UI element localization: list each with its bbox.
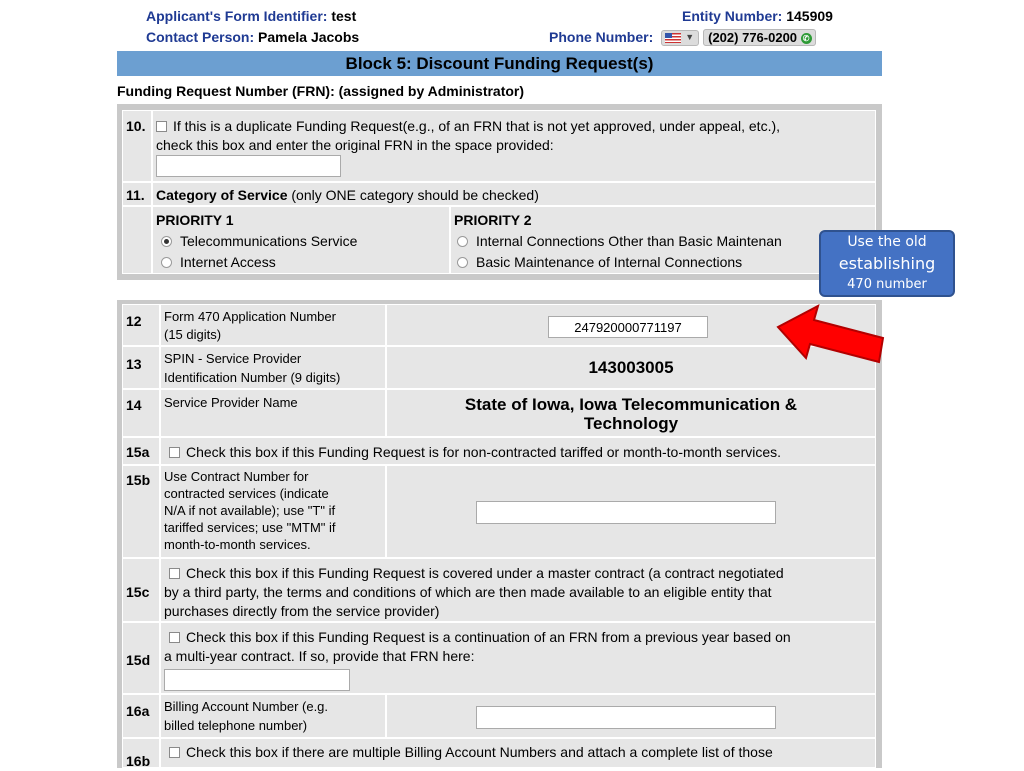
item10-num-cell xyxy=(122,110,152,182)
row15d-content xyxy=(160,622,876,694)
row12-num-cell xyxy=(122,304,160,346)
row12-num: 12 xyxy=(126,313,142,329)
country-flag-dropdown[interactable] xyxy=(661,30,699,46)
row13-num: 13 xyxy=(126,356,142,372)
basic-label: Basic Maintenance of Internal Connections xyxy=(476,254,743,270)
item11-header xyxy=(152,182,876,206)
item11-num-cell xyxy=(122,182,152,206)
red-arrow-shape xyxy=(778,306,883,362)
row15b-label2: contracted services (indicate xyxy=(164,486,329,501)
category-subtitle: (only ONE category should be checked) xyxy=(287,187,539,203)
row15a-line xyxy=(169,443,781,462)
multi-year-checkbox[interactable] xyxy=(169,632,180,643)
row15d-line1 xyxy=(169,628,791,647)
row15c-num-cell xyxy=(122,558,160,622)
tariffed-checkbox[interactable] xyxy=(169,447,180,458)
row15d-num-cell xyxy=(122,622,160,694)
item10-number: 10. xyxy=(126,118,146,134)
previous-frn-input[interactable] xyxy=(164,669,350,691)
category-title: Category of Service xyxy=(156,187,288,203)
original-frn-input[interactable] xyxy=(156,155,341,177)
internal-radio[interactable] xyxy=(457,236,468,247)
internet-option[interactable] xyxy=(161,253,276,272)
row16b-text: Check this box if there are multiple Billing Account Numbers and attach a complete list of those xyxy=(186,744,773,760)
row12-label-cell xyxy=(160,304,386,346)
row14-label: Service Provider Name xyxy=(164,395,298,410)
row16b-content xyxy=(160,738,876,768)
row16a-num-cell xyxy=(122,694,160,738)
spin-value: 143003005 xyxy=(588,358,674,377)
entity-number-value: 145909 xyxy=(786,8,833,24)
billing-account-input[interactable] xyxy=(476,706,776,729)
row13-label-cell xyxy=(160,346,386,389)
row15d-num: 15d xyxy=(126,652,151,668)
priority1-cell xyxy=(152,206,450,274)
row16a-label-cell xyxy=(160,694,386,738)
item10-text2: check this box and enter the original FRN in the space provided: xyxy=(156,137,554,153)
row16b-line xyxy=(169,743,773,762)
row14-value-cell xyxy=(386,389,876,437)
row15b-num: 15b xyxy=(126,472,151,488)
duplicate-checkbox[interactable] xyxy=(156,121,167,132)
phone-value-box[interactable] xyxy=(703,29,816,46)
row15b-value-cell xyxy=(386,465,876,558)
block-title: Block 5: Discount Funding Request(s) xyxy=(117,51,882,76)
row15b-label-cell xyxy=(160,465,386,558)
row16b-num-cell xyxy=(122,738,160,768)
phone-value: (202) 776-0200 xyxy=(708,30,798,45)
phone-call-icon[interactable]: ✆ xyxy=(801,33,812,44)
provider-name-line2: Technology xyxy=(583,414,679,433)
item11-number: 11. xyxy=(126,187,145,203)
internet-radio[interactable] xyxy=(161,257,172,268)
row15d-text2: a multi-year contract. If so, provide that FRN here: xyxy=(164,648,475,664)
row13-num-cell xyxy=(122,346,160,389)
row15c-text3: purchases directly from the service provider) xyxy=(164,603,440,619)
row12-label1: Form 470 Application Number xyxy=(164,309,336,324)
row15a-content xyxy=(160,437,876,465)
us-flag-icon xyxy=(665,33,681,43)
row15c-content xyxy=(160,558,876,622)
priority1-label: PRIORITY 1 xyxy=(156,212,234,228)
row15b-label5: month-to-month services. xyxy=(164,537,311,552)
internal-label: Internal Connections Other than Basic Maintenan xyxy=(476,233,782,249)
callout-line2: establishing xyxy=(838,254,936,273)
callout-line3: 470 number xyxy=(847,277,927,292)
row15b-label3: N/A if not available); use "T" if xyxy=(164,503,336,518)
phone-label: Phone Number: xyxy=(549,29,654,45)
priority2-cell xyxy=(450,206,876,274)
form-identifier xyxy=(146,8,356,24)
row15b-label1: Use Contract Number for xyxy=(164,469,309,484)
row15c-text2: by a third party, the terms and conditions of which are then made available to an eligible entity that xyxy=(164,584,772,600)
internal-option[interactable] xyxy=(457,232,782,251)
chevron-down-icon: ▼ xyxy=(685,32,695,43)
row16a-num: 16a xyxy=(126,703,150,719)
annotation-callout xyxy=(819,230,955,297)
row15a-num: 15a xyxy=(126,444,150,460)
phone-number xyxy=(549,29,816,46)
item10-line1 xyxy=(156,117,780,136)
row14-num: 14 xyxy=(126,397,142,413)
basic-radio[interactable] xyxy=(457,257,468,268)
row15c-num: 15c xyxy=(126,584,150,600)
basic-option[interactable] xyxy=(457,253,742,272)
item11-title-line xyxy=(156,186,539,205)
item11-num-blank xyxy=(122,206,152,274)
entity-number xyxy=(682,8,833,24)
row14-num-cell xyxy=(122,389,160,437)
item10-text1: If this is a duplicate Funding Request(e.g., of an FRN that is not yet approved, under appeal, etc.), xyxy=(173,118,781,134)
red-arrow-annotation xyxy=(770,300,890,364)
row15a-text: Check this box if this Funding Request is for non-contracted tariffed or month-to-month services. xyxy=(186,444,782,460)
row15a-num-cell xyxy=(122,437,160,465)
row16b-num: 16b xyxy=(126,753,151,769)
row15b-num-cell xyxy=(122,465,160,558)
telecom-radio[interactable] xyxy=(161,236,172,247)
contact-value: Pamela Jacobs xyxy=(258,29,360,45)
contract-number-input[interactable] xyxy=(476,501,776,524)
row12-label2: (15 digits) xyxy=(164,327,222,342)
row14-label-cell xyxy=(160,389,386,437)
form-identifier-label: Applicant's Form Identifier: xyxy=(146,8,328,24)
row15d-text1: Check this box if this Funding Request is a continuation of an FRN from a previous year based on xyxy=(186,629,791,645)
item10-content xyxy=(152,110,876,182)
row15c-line1 xyxy=(169,564,784,583)
row13-label1: SPIN - Service Provider xyxy=(164,351,302,366)
internet-label: Internet Access xyxy=(180,254,276,270)
provider-name-line1: State of Iowa, Iowa Telecommunication & xyxy=(464,395,798,414)
contact-person xyxy=(146,29,359,45)
callout-line1: Use the old xyxy=(847,234,927,250)
master-contract-checkbox[interactable] xyxy=(169,568,180,579)
multiple-billing-checkbox[interactable] xyxy=(169,747,180,758)
frn-title: Funding Request Number (FRN): (assigned by Administrator) xyxy=(117,83,525,99)
row15b-label4: tariffed services; use "MTM" if xyxy=(164,520,336,535)
telecom-option[interactable] xyxy=(161,232,357,251)
contact-label: Contact Person: xyxy=(146,29,255,45)
telecom-label: Telecommunications Service xyxy=(180,233,358,249)
form470-number-input[interactable] xyxy=(548,316,708,338)
row16a-value-cell xyxy=(386,694,876,738)
row16a-label2: billed telephone number) xyxy=(164,718,308,733)
form-identifier-value: test xyxy=(331,8,357,24)
row16a-label1: Billing Account Number (e.g. xyxy=(164,699,329,714)
entity-number-label: Entity Number: xyxy=(682,8,783,24)
row13-label2: Identification Number (9 digits) xyxy=(164,370,341,385)
priority2-label: PRIORITY 2 xyxy=(454,212,532,228)
row15c-text1: Check this box if this Funding Request is covered under a master contract (a contract negotiated xyxy=(186,565,784,581)
